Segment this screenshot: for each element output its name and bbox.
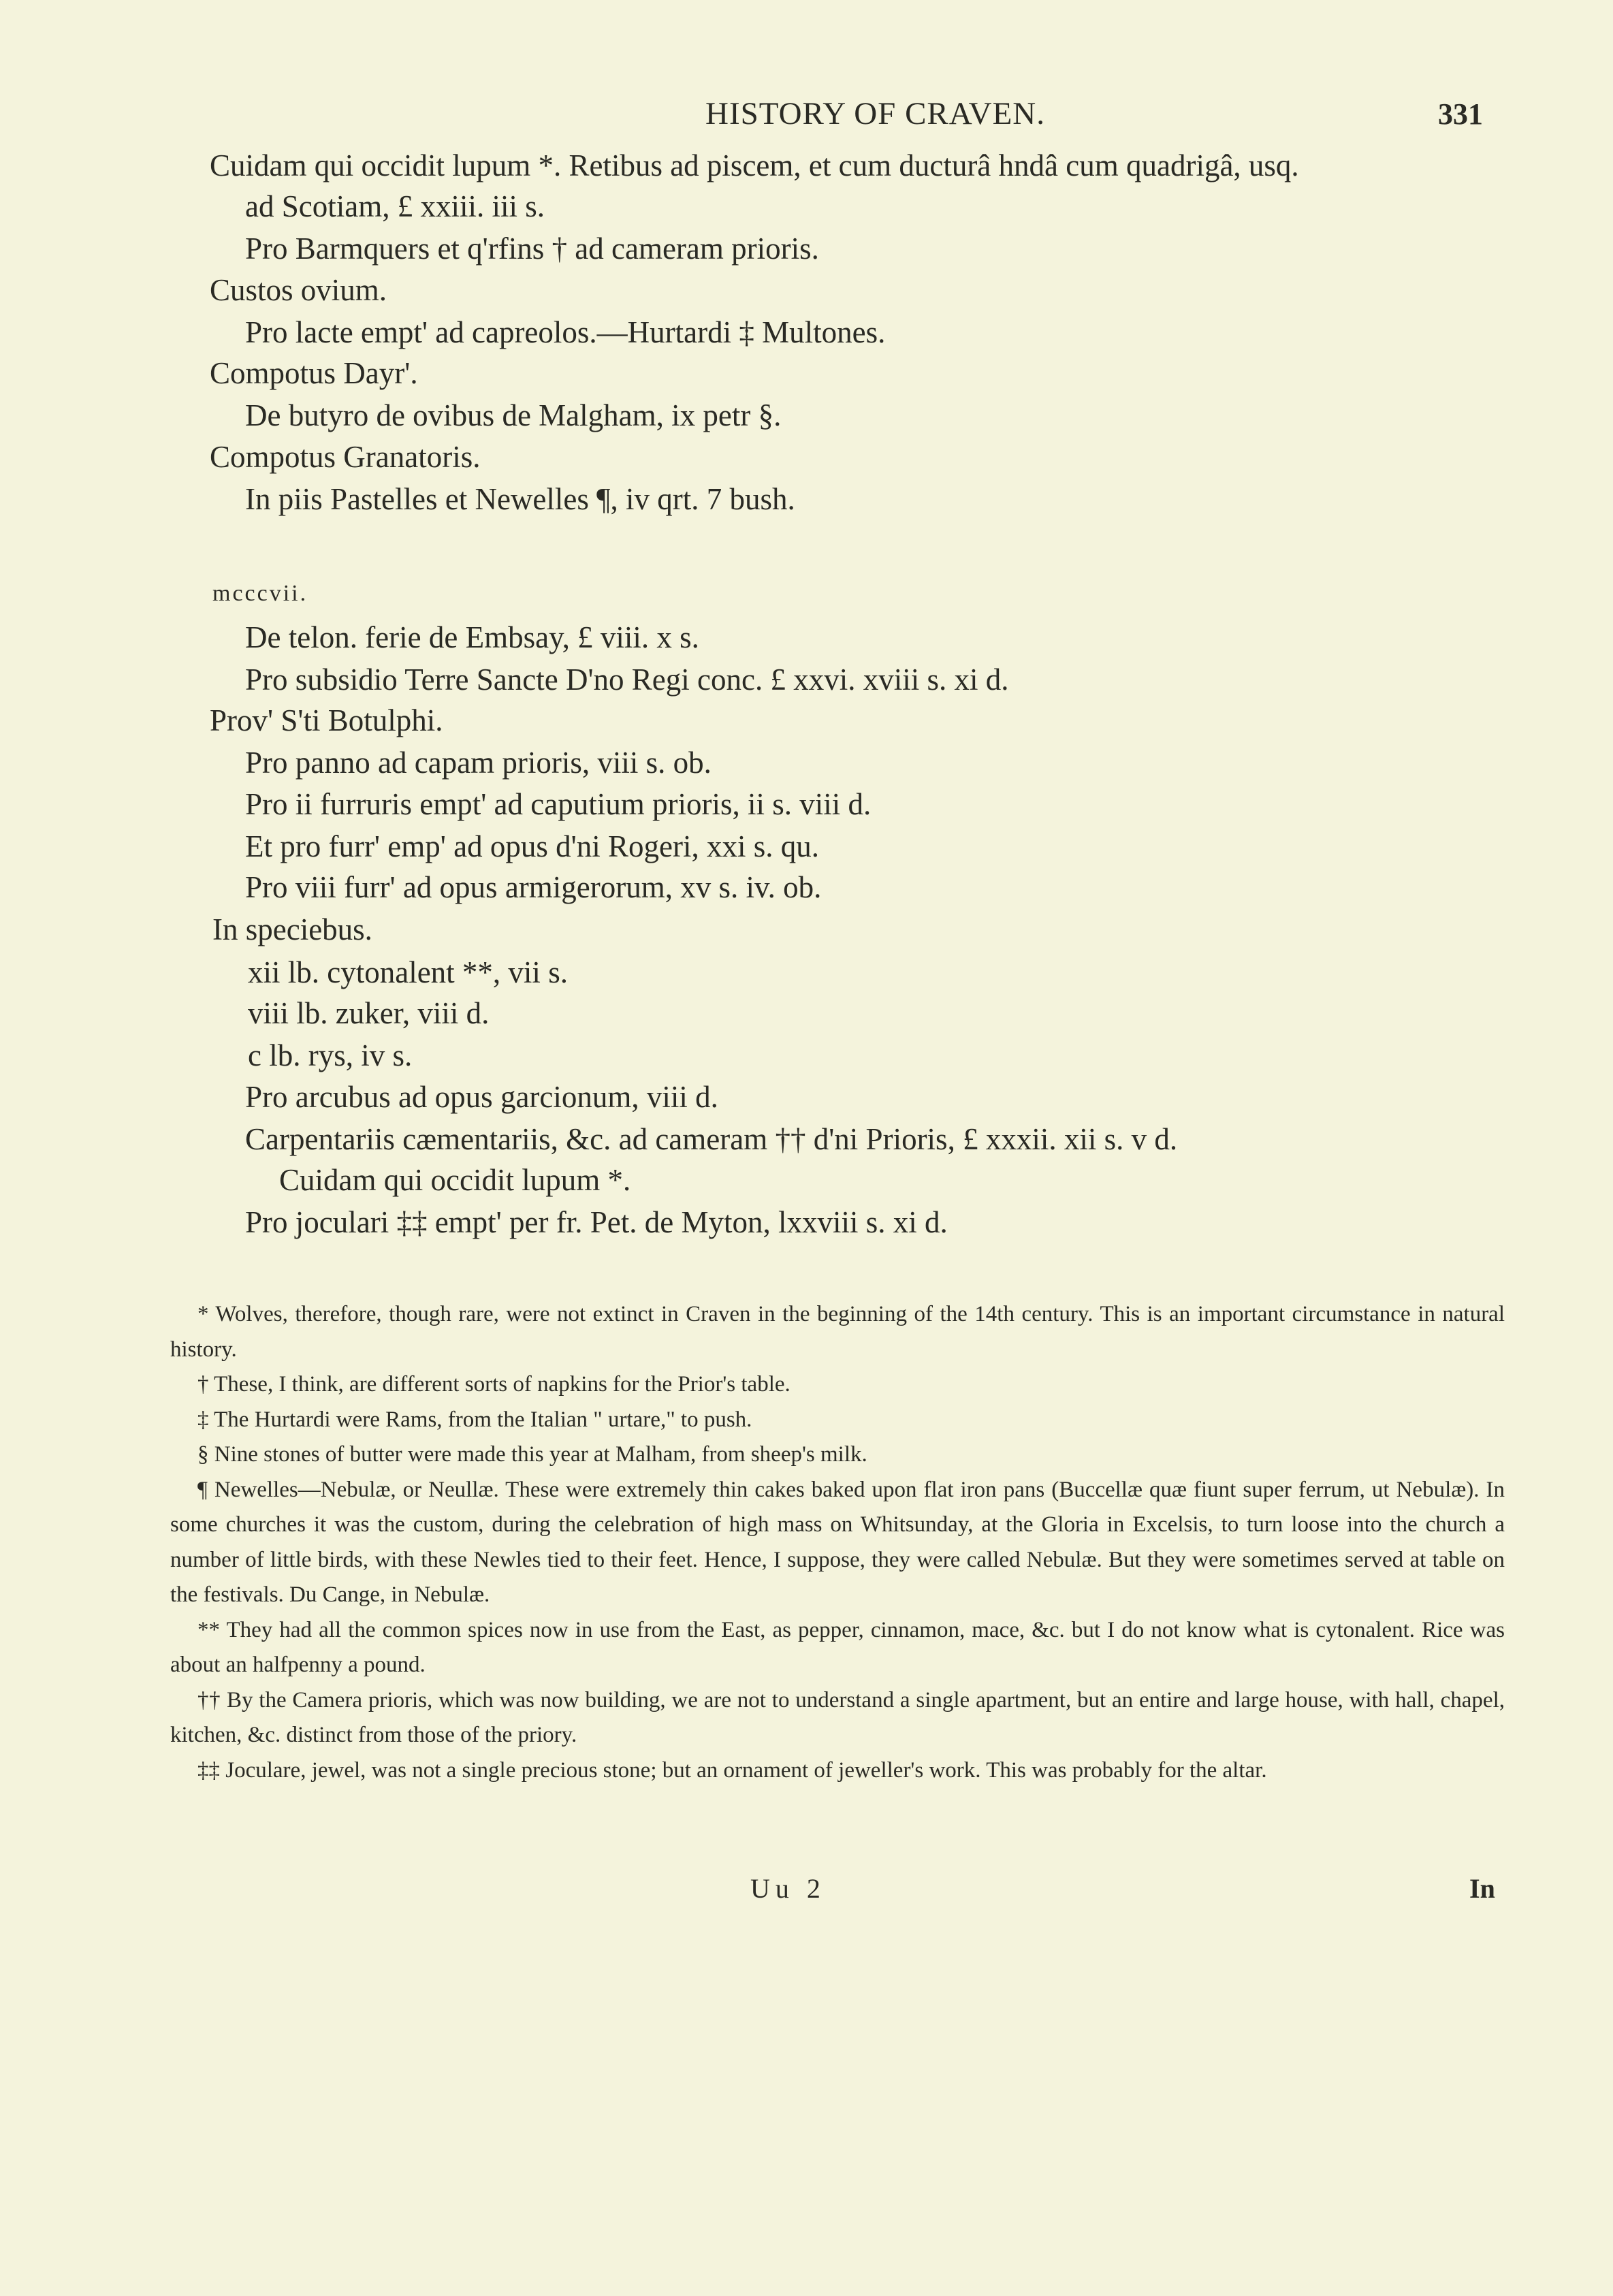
footnote: ¶ Newelles—Nebulæ, or Neullæ. These were extremely thin cakes baked upon flat iron pans (Buccellæ quæ fiunt super ferrum, ut Nebulæ). In some churches it was the custom, during the celebration of high mass on Whitsunday, at the Gloria in Excelsis, to turn loose into the church a number of little birds, with these Newles tied to their feet. Hence, I suppose, they were called Nebulæ. But they were sometimes served at table on the festivals. Du Cange, in Nebulæ. xyxy=(170,1477,1505,1607)
footnote: † These, I think, are different sorts of napkins for the Prior's table. xyxy=(197,1372,790,1397)
entry-line: Pro Barmquers et q'rfins † ad cameram prioris. xyxy=(245,232,819,266)
entry-line: Prov' S'ti Botulphi. xyxy=(210,703,443,737)
footnote: ‡ The Hurtardi were Rams, from the Italian " urtare," to push. xyxy=(197,1407,752,1432)
footnote: § Nine stones of butter were made this year at Malham, from sheep's milk. xyxy=(197,1442,867,1467)
entry-line: Pro viii furr' ad opus armigerorum, xv s. iv. ob. xyxy=(245,870,822,904)
year-heading: mcccvii. xyxy=(212,581,308,606)
entry-line: Carpentariis cæmentariis, &c. ad cameram †† d'ni Prioris, £ xxxii. xii s. v d. xyxy=(245,1122,1178,1156)
entry-line: viii lb. zuker, viii d. xyxy=(248,996,490,1030)
entry-line: Et pro furr' emp' ad opus d'ni Rogeri, xxi s. qu. xyxy=(245,829,819,863)
entry-line: Cuidam qui occidit lupum *. Retibus ad piscem, et cum ducturâ hndâ cum quadrigâ, usq. xyxy=(210,148,1299,182)
entry-line: ad Scotiam, £ xxiii. iii s. xyxy=(245,189,545,223)
entry-line: In speciebus. xyxy=(212,912,372,946)
page-header xyxy=(0,95,1613,143)
entry-line: Custos ovium. xyxy=(210,273,387,307)
entry-line: Pro subsidio Terre Sancte D'no Regi conc. £ xxvi. xviii s. xi d. xyxy=(245,663,1009,697)
entry-line: Pro arcubus ad opus garcionum, viii d. xyxy=(245,1080,718,1114)
entry-line: Pro lacte empt' ad capreolos.—Hurtardi ‡ Multones. xyxy=(245,315,886,349)
page-number: 331 xyxy=(1438,97,1483,131)
entry-line: Pro ii furruris empt' ad caputium prioris, ii s. viii d. xyxy=(245,787,872,821)
entry-line: Cuidam qui occidit lupum *. xyxy=(279,1163,631,1197)
footnote: †† By the Camera prioris, which was now building, we are not to understand a single apartment, but an entire and large house, with hall, chapel, kitchen, &c. distinct from those of the priory. xyxy=(170,1687,1505,1747)
catchword: In xyxy=(1469,1873,1495,1904)
footnote: * Wolves, therefore, though rare, were not extinct in Craven in the beginning of the 14th century. This is an important circumstance in natural history. xyxy=(170,1302,1505,1362)
entry-line: De telon. ferie de Embsay, £ viii. x s. xyxy=(245,620,699,654)
entry-line: In piis Pastelles et Newelles ¶, iv qrt. 7 bush. xyxy=(245,482,795,516)
entry-line: c lb. rys, iv s. xyxy=(248,1038,413,1072)
entry-line: Compotus Granatoris. xyxy=(210,440,481,474)
entry-line: De butyro de ovibus de Malgham, ix petr §. xyxy=(245,398,782,432)
footnotes xyxy=(170,1297,1505,1788)
entry-line: Compotus Dayr'. xyxy=(210,356,418,390)
running-title: HISTORY OF CRAVEN. xyxy=(705,96,1045,131)
entry-line: Pro panno ad capam prioris, viii s. ob. xyxy=(245,746,712,780)
signature-mark: Uu 2 xyxy=(750,1873,826,1904)
entry-line: Pro joculari ‡‡ empt' per fr. Pet. de Myton, lxxviii s. xi d. xyxy=(245,1205,948,1239)
footnote: ‡‡ Joculare, jewel, was not a single precious stone; but an ornament of jeweller's work. This was probably for the altar. xyxy=(197,1757,1267,1783)
entry-line: xii lb. cytonalent **, vii s. xyxy=(248,955,568,989)
footnote: ** They had all the common spices now in use from the East, as pepper, cinnamon, mace, &c. but I do not know what is cytonalent. Rice was about an halfpenny a pound. xyxy=(170,1617,1505,1677)
